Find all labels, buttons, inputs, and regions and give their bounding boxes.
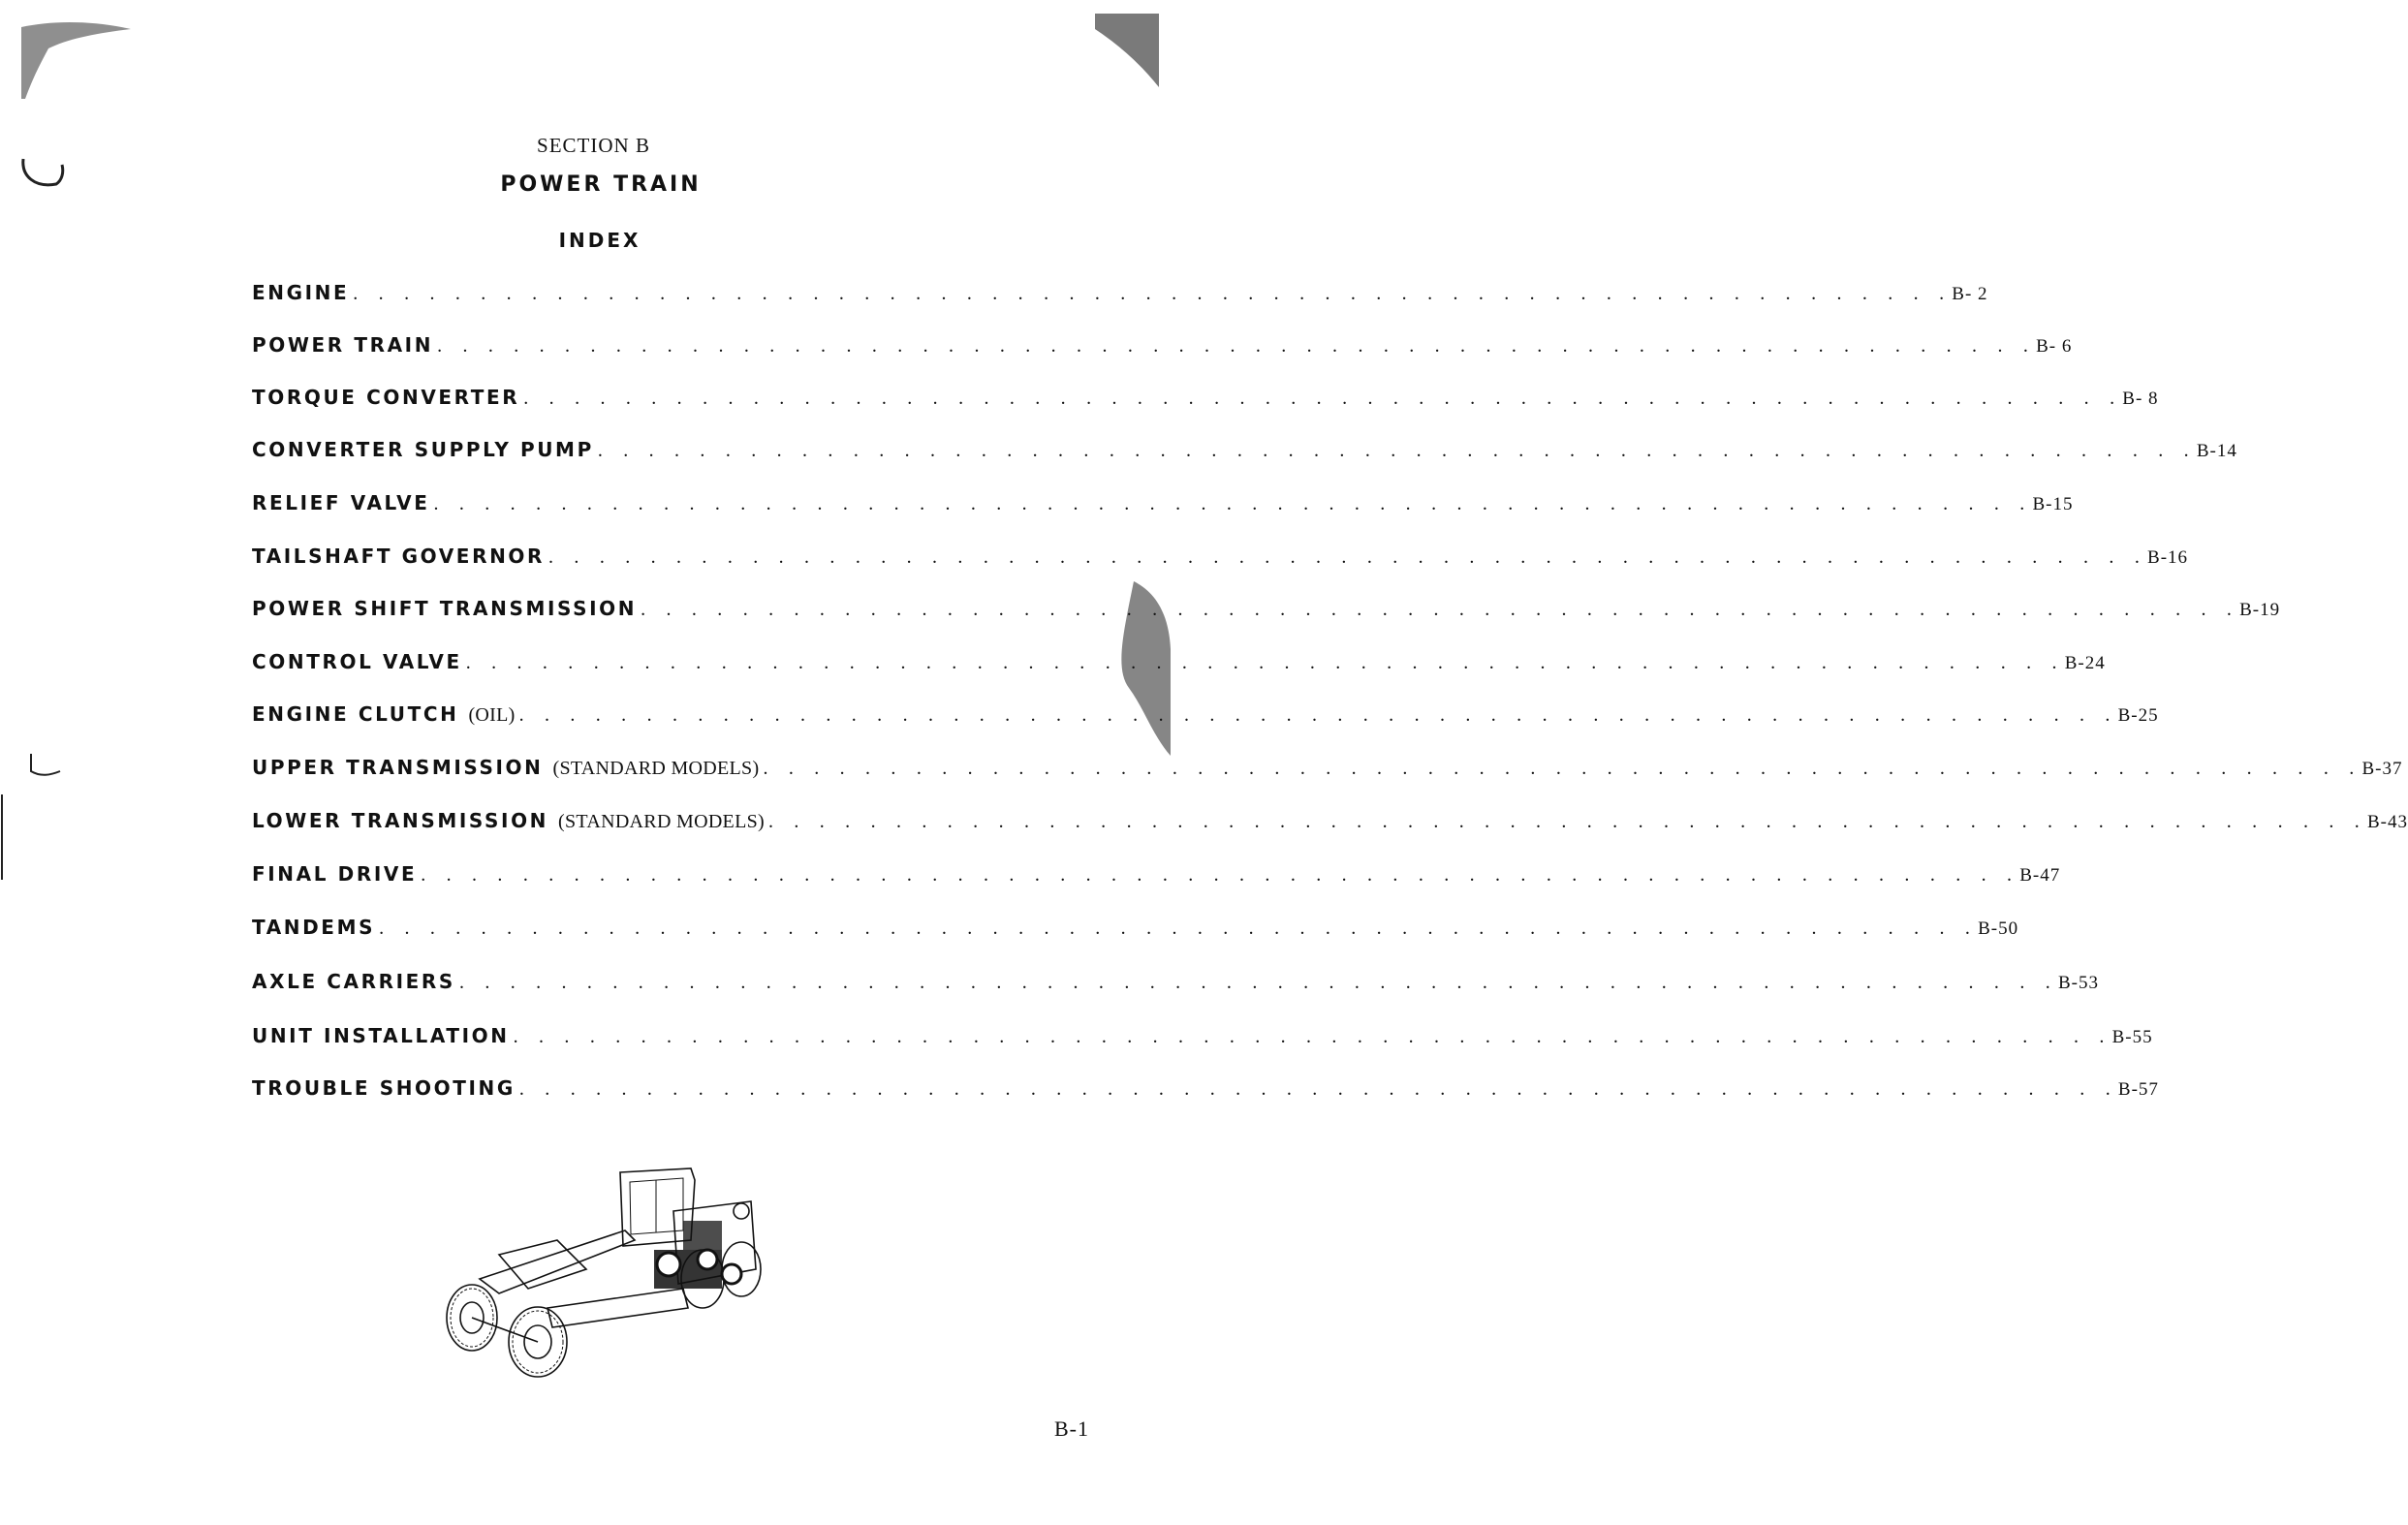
toc-leader-dots: . . . . . . . . . . . . . . . . . . . . . . . . . . . . . . . . . . . . . . . . . . . . . . . . . . . . . . . . . . . . . . .: [458, 972, 2058, 993]
toc-leader-dots: . . . . . . . . . . . . . . . . . . . . . . . . . . . . . . . . . . . . . . . . . . . . . . . . . . . . . . . . . . . . . . .: [523, 388, 2123, 409]
toc-entry-title: POWER SHIFT TRANSMISSION: [252, 597, 638, 620]
toc-entry[interactable]: [252, 650, 2106, 683]
toc-entry-page: B-57: [2117, 1079, 2159, 1100]
toc-entry[interactable]: [252, 702, 2159, 735]
toc-entry[interactable]: [252, 597, 2281, 630]
toc-leader-dots: . . . . . . . . . . . . . . . . . . . . . . . . . . . . . . . . . . . . . . . . . . . . . . . . . . . . . . . . . . . . . . .: [767, 811, 2367, 832]
toc-entry-page: B-53: [2057, 973, 2099, 993]
toc-entry-title: UNIT INSTALLATION: [252, 1024, 510, 1047]
toc-entry[interactable]: [252, 281, 1988, 314]
toc-leader-dots: . . . . . . . . . . . . . . . . . . . . . . . . . . . . . . . . . . . . . . . . . . . . . . . . . . . . . . . . . . . . . . .: [433, 493, 2033, 514]
toc-entry[interactable]: [252, 970, 2099, 1003]
page-number: B-1: [1054, 1416, 1089, 1441]
toc-leader-dots: . . . . . . . . . . . . . . . . . . . . . . . . . . . . . . . . . . . . . . . . . . . . . . . . . . . . . . . . . . . . . . .: [548, 546, 2148, 568]
section-label: SECTION B: [537, 134, 650, 157]
toc-entry[interactable]: [252, 862, 2061, 895]
toc-entry-title: POWER TRAIN: [252, 333, 434, 357]
toc-entry-page: B-24: [2064, 653, 2106, 673]
toc-entry-page: B-15: [2032, 494, 2074, 514]
toc-entry-title: TORQUE CONVERTER: [252, 386, 520, 409]
toc-entry-note: (STANDARD MODELS): [552, 758, 760, 779]
toc-entry-title: CONTROL VALVE: [252, 650, 462, 673]
toc-leader-dots: . . . . . . . . . . . . . . . . . . . . . . . . . . . . . . . . . . . . . . . . . . . . . . . . . . . . . . . . . . . . . . .: [513, 1026, 2112, 1047]
toc-entry-page: B-50: [1978, 918, 2019, 939]
toc-entry-title: TROUBLE SHOOTING: [252, 1076, 516, 1100]
toc-leader-dots: . . . . . . . . . . . . . . . . . . . . . . . . . . . . . . . . . . . . . . . . . . . . . . . . . . . . . . . . . . . . . . .: [518, 704, 2118, 726]
toc-leader-dots: . . . . . . . . . . . . . . . . . . . . . . . . . . . . . . . . . . . . . . . . . . . . . . . . . . . . . . . . . . . . . . .: [465, 652, 2065, 673]
toc-leader-dots: . . . . . . . . . . . . . . . . . . . . . . . . . . . . . . . . . . . . . . . . . . . . . . . . . . . . . . . . . . . . . . .: [597, 440, 2197, 461]
toc-entry-page: B-43: [2366, 812, 2408, 832]
toc-entry[interactable]: [252, 1076, 2159, 1109]
toc-leader-dots: . . . . . . . . . . . . . . . . . . . . . . . . . . . . . . . . . . . . . . . . . . . . . . . . . . . . . . . . . . . . . . .: [421, 864, 2020, 886]
scan-smudge-top-left: [19, 19, 136, 107]
toc-entry[interactable]: [252, 809, 2408, 842]
toc-entry-note: (OIL): [468, 704, 516, 726]
toc-leader-dots: . . . . . . . . . . . . . . . . . . . . . . . . . . . . . . . . . . . . . . . . . . . . . . . . . . . . . . . . . . . . . . .: [518, 1078, 2118, 1100]
toc-entry-page: B-47: [2019, 865, 2061, 886]
toc-leader-dots: . . . . . . . . . . . . . . . . . . . . . . . . . . . . . . . . . . . . . . . . . . . . . . . . . . . . . . . . . . . . . . .: [379, 918, 1979, 939]
toc-entry-title: UPPER TRANSMISSION: [252, 756, 544, 779]
toc-entry-page: B-14: [2196, 441, 2237, 461]
toc-entry-page: B-19: [2239, 600, 2281, 620]
toc-entry-title: RELIEF VALVE: [252, 491, 430, 514]
toc-entry-page: B-37: [2361, 759, 2403, 779]
scan-edge-line: [0, 794, 6, 882]
toc-entry-title: LOWER TRANSMISSION: [252, 809, 549, 832]
toc-leader-dots: . . . . . . . . . . . . . . . . . . . . . . . . . . . . . . . . . . . . . . . . . . . . . . . . . . . . . . . . . . . . . . .: [641, 599, 2240, 620]
toc-entry-title: AXLE CARRIERS: [252, 970, 455, 993]
toc-entry-page: B- 8: [2122, 389, 2159, 409]
toc-entry-page: B-25: [2117, 705, 2159, 726]
toc-entry-title: ENGINE CLUTCH: [252, 702, 459, 726]
toc-entry[interactable]: [252, 756, 2403, 789]
toc-entry-page: B-16: [2147, 547, 2189, 568]
scan-mark-left-bracket: [27, 752, 66, 781]
toc-entry-title: FINAL DRIVE: [252, 862, 418, 886]
toc-leader-dots: . . . . . . . . . . . . . . . . . . . . . . . . . . . . . . . . . . . . . . . . . . . . . . . . . . . . . . . . . . . . . . .: [763, 758, 2362, 779]
toc-entry-title: TAILSHAFT GOVERNOR: [252, 545, 546, 568]
section-title: POWER TRAIN: [500, 172, 702, 197]
toc-entry[interactable]: [252, 545, 2189, 577]
toc-entry-title: CONVERTER SUPPLY PUMP: [252, 438, 594, 461]
toc-leader-dots: . . . . . . . . . . . . . . . . . . . . . . . . . . . . . . . . . . . . . . . . . . . . . . . . . . . . . . . . . . . . . . .: [437, 335, 2037, 357]
toc-entry-title: TANDEMS: [252, 916, 376, 939]
toc-entry-page: B- 2: [1952, 284, 1988, 304]
toc-entry[interactable]: [252, 386, 2159, 419]
toc-entry[interactable]: [252, 1024, 2153, 1057]
toc-entry-title: ENGINE: [252, 281, 350, 304]
toc-entry[interactable]: [252, 916, 2019, 949]
scan-smudge-top-right: [1085, 10, 1163, 97]
toc-entry[interactable]: [252, 333, 2073, 366]
toc-entry-note: (STANDARD MODELS): [558, 811, 765, 832]
toc-entry-page: B- 6: [2036, 336, 2073, 357]
toc-leader-dots: . . . . . . . . . . . . . . . . . . . . . . . . . . . . . . . . . . . . . . . . . . . . . . . . . . . . . . . . . . . . . . .: [353, 283, 1953, 304]
motor-grader-cutaway-illustration: [441, 1163, 770, 1381]
toc-entry[interactable]: [252, 491, 2074, 524]
toc-entry[interactable]: [252, 438, 2237, 471]
toc-entry-page: B-55: [2111, 1027, 2153, 1047]
index-title: INDEX: [558, 229, 641, 252]
